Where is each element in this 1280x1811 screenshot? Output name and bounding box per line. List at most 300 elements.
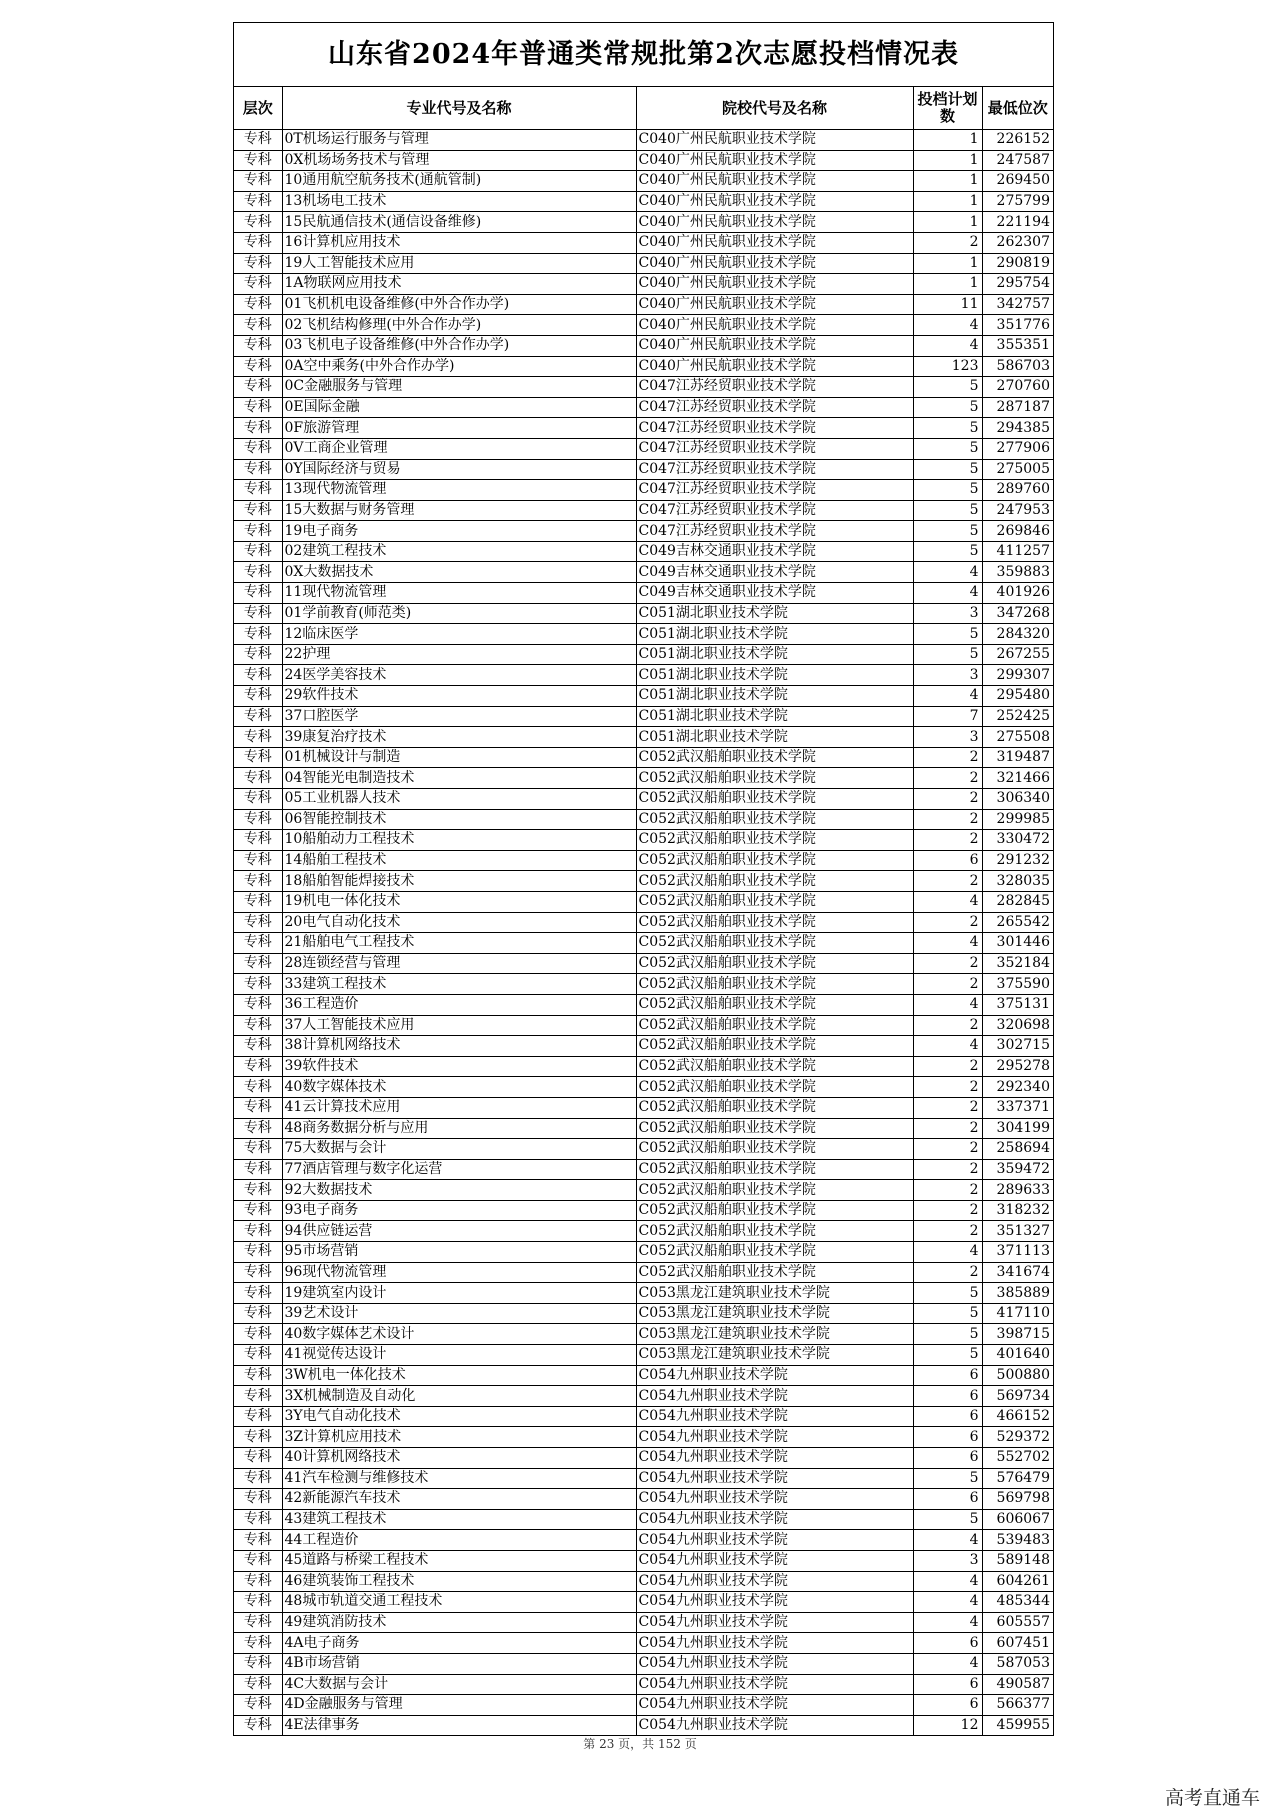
- cell-plan: 4: [913, 1242, 982, 1263]
- cell-level: 专科: [234, 1242, 282, 1263]
- cell-school: C051湖北职业技术学院: [636, 644, 913, 665]
- cell-plan: 2: [913, 1118, 982, 1139]
- cell-level: 专科: [234, 871, 282, 892]
- cell-school: C052武汉船舶职业技术学院: [636, 891, 913, 912]
- cell-plan: 5: [913, 1468, 982, 1489]
- cell-major: 0V工商企业管理: [282, 438, 636, 459]
- cell-rank: 275799: [982, 191, 1053, 212]
- cell-level: 专科: [234, 1345, 282, 1366]
- cell-rank: 270760: [982, 377, 1053, 398]
- cell-major: 96现代物流管理: [282, 1262, 636, 1283]
- header-rank: 最低位次: [982, 87, 1053, 130]
- cell-major: 19建筑室内设计: [282, 1283, 636, 1304]
- cell-major: 13机场电工技术: [282, 191, 636, 212]
- cell-rank: 485344: [982, 1592, 1053, 1613]
- cell-level: 专科: [234, 727, 282, 748]
- cell-plan: 12: [913, 1715, 982, 1735]
- admission-table-sheet: [233, 22, 1054, 1736]
- cell-major: 48城市轨道交通工程技术: [282, 1592, 636, 1613]
- cell-school: C040广州民航职业技术学院: [636, 274, 913, 295]
- table-row: [234, 1345, 1053, 1366]
- cell-school: C052武汉船舶职业技术学院: [636, 1242, 913, 1263]
- table-row: [234, 480, 1053, 501]
- table-row: [234, 171, 1053, 192]
- table-row: [234, 891, 1053, 912]
- table-row: [234, 1468, 1053, 1489]
- cell-level: 专科: [234, 1571, 282, 1592]
- cell-major: 46建筑装饰工程技术: [282, 1571, 636, 1592]
- cell-school: C047江苏经贸职业技术学院: [636, 480, 913, 501]
- cell-school: C054九州职业技术学院: [636, 1633, 913, 1654]
- cell-major: 0E国际金融: [282, 397, 636, 418]
- cell-level: 专科: [234, 850, 282, 871]
- cell-rank: 500880: [982, 1365, 1053, 1386]
- cell-major: 42新能源汽车技术: [282, 1489, 636, 1510]
- cell-major: 3Y电气自动化技术: [282, 1406, 636, 1427]
- cell-rank: 359883: [982, 562, 1053, 583]
- cell-level: 专科: [234, 1448, 282, 1469]
- cell-school: C053黑龙江建筑职业技术学院: [636, 1283, 913, 1304]
- table-row: [234, 1159, 1053, 1180]
- cell-level: 专科: [234, 521, 282, 542]
- cell-school: C054九州职业技术学院: [636, 1489, 913, 1510]
- cell-rank: 606067: [982, 1509, 1053, 1530]
- cell-major: 0X大数据技术: [282, 562, 636, 583]
- table-row: [234, 1221, 1053, 1242]
- cell-rank: 385889: [982, 1283, 1053, 1304]
- cell-plan: 1: [913, 253, 982, 274]
- table-row: [234, 562, 1053, 583]
- cell-level: 专科: [234, 1180, 282, 1201]
- cell-level: 专科: [234, 1633, 282, 1654]
- cell-plan: 5: [913, 1509, 982, 1530]
- cell-plan: 2: [913, 789, 982, 810]
- cell-major: 0F旅游管理: [282, 418, 636, 439]
- cell-level: 专科: [234, 1530, 282, 1551]
- cell-rank: 306340: [982, 789, 1053, 810]
- table-row: [234, 1262, 1053, 1283]
- cell-rank: 569734: [982, 1386, 1053, 1407]
- cell-plan: 2: [913, 747, 982, 768]
- cell-level: 专科: [234, 150, 282, 171]
- cell-plan: 2: [913, 1221, 982, 1242]
- cell-major: 49建筑消防技术: [282, 1612, 636, 1633]
- cell-plan: 2: [913, 871, 982, 892]
- cell-school: C054九州职业技术学院: [636, 1448, 913, 1469]
- cell-plan: 1: [913, 130, 982, 151]
- cell-school: C054九州职业技术学院: [636, 1612, 913, 1633]
- cell-rank: 221194: [982, 212, 1053, 233]
- cell-level: 专科: [234, 1592, 282, 1613]
- cell-plan: 2: [913, 953, 982, 974]
- table-row: [234, 1056, 1053, 1077]
- cell-major: 3W机电一体化技术: [282, 1365, 636, 1386]
- table-row: [234, 871, 1053, 892]
- table-row: [234, 1303, 1053, 1324]
- cell-rank: 352184: [982, 953, 1053, 974]
- cell-major: 39软件技术: [282, 1056, 636, 1077]
- cell-major: 41云计算技术应用: [282, 1097, 636, 1118]
- cell-plan: 4: [913, 335, 982, 356]
- cell-level: 专科: [234, 1427, 282, 1448]
- cell-rank: 265542: [982, 912, 1053, 933]
- cell-rank: 330472: [982, 830, 1053, 851]
- cell-school: C040广州民航职业技术学院: [636, 191, 913, 212]
- cell-plan: 4: [913, 891, 982, 912]
- cell-level: 专科: [234, 768, 282, 789]
- cell-rank: 605557: [982, 1612, 1053, 1633]
- cell-school: C054九州职业技术学院: [636, 1715, 913, 1735]
- cell-major: 10船舶动力工程技术: [282, 830, 636, 851]
- cell-school: C054九州职业技术学院: [636, 1530, 913, 1551]
- table-row: [234, 933, 1053, 954]
- table-row: [234, 686, 1053, 707]
- cell-level: 专科: [234, 315, 282, 336]
- cell-major: 20电气自动化技术: [282, 912, 636, 933]
- cell-level: 专科: [234, 1262, 282, 1283]
- cell-level: 专科: [234, 912, 282, 933]
- cell-major: 3Z计算机应用技术: [282, 1427, 636, 1448]
- cell-school: C040广州民航职业技术学院: [636, 335, 913, 356]
- table-row: [234, 274, 1053, 295]
- cell-major: 0A空中乘务(中外合作办学): [282, 356, 636, 377]
- cell-rank: 351327: [982, 1221, 1053, 1242]
- page-footer: 第 23 页，共 152 页: [583, 1737, 697, 1751]
- cell-plan: 2: [913, 830, 982, 851]
- cell-level: 专科: [234, 212, 282, 233]
- cell-major: 75大数据与会计: [282, 1139, 636, 1160]
- cell-plan: 2: [913, 1077, 982, 1098]
- cell-level: 专科: [234, 1056, 282, 1077]
- cell-school: C051湖北职业技术学院: [636, 603, 913, 624]
- cell-major: 40数字媒体艺术设计: [282, 1324, 636, 1345]
- cell-major: 48商务数据分析与应用: [282, 1118, 636, 1139]
- cell-school: C053黑龙江建筑职业技术学院: [636, 1345, 913, 1366]
- cell-level: 专科: [234, 1221, 282, 1242]
- table-row: [234, 727, 1053, 748]
- cell-rank: 295278: [982, 1056, 1053, 1077]
- cell-major: 24医学美容技术: [282, 665, 636, 686]
- table-row: [234, 1550, 1053, 1571]
- table-row: [234, 191, 1053, 212]
- cell-plan: 4: [913, 1653, 982, 1674]
- cell-plan: 3: [913, 665, 982, 686]
- cell-plan: 5: [913, 377, 982, 398]
- cell-major: 4D金融服务与管理: [282, 1695, 636, 1716]
- cell-school: C047江苏经贸职业技术学院: [636, 418, 913, 439]
- cell-plan: 5: [913, 480, 982, 501]
- cell-school: C054九州职业技术学院: [636, 1653, 913, 1674]
- cell-school: C047江苏经贸职业技术学院: [636, 459, 913, 480]
- cell-rank: 328035: [982, 871, 1053, 892]
- cell-level: 专科: [234, 789, 282, 810]
- cell-plan: 5: [913, 624, 982, 645]
- cell-level: 专科: [234, 191, 282, 212]
- cell-major: 41汽车检测与维修技术: [282, 1468, 636, 1489]
- cell-plan: 6: [913, 1633, 982, 1654]
- table-row: [234, 665, 1053, 686]
- cell-plan: 4: [913, 1612, 982, 1633]
- cell-school: C053黑龙江建筑职业技术学院: [636, 1324, 913, 1345]
- cell-school: C040广州民航职业技术学院: [636, 315, 913, 336]
- cell-level: 专科: [234, 232, 282, 253]
- cell-major: 36工程造价: [282, 994, 636, 1015]
- table-row: [234, 232, 1053, 253]
- cell-rank: 289760: [982, 480, 1053, 501]
- table-row: [234, 1200, 1053, 1221]
- cell-school: C040广州民航职业技术学院: [636, 232, 913, 253]
- cell-school: C051湖北职业技术学院: [636, 665, 913, 686]
- page-title: 山东省2024年普通类常规批第2次志愿投档情况表: [234, 23, 1053, 87]
- table-row: [234, 1530, 1053, 1551]
- cell-school: C054九州职业技术学院: [636, 1406, 913, 1427]
- cell-rank: 269450: [982, 171, 1053, 192]
- cell-school: C054九州职业技术学院: [636, 1468, 913, 1489]
- cell-major: 28连锁经营与管理: [282, 953, 636, 974]
- cell-school: C052武汉船舶职业技术学院: [636, 747, 913, 768]
- cell-plan: 6: [913, 1695, 982, 1716]
- cell-rank: 466152: [982, 1406, 1053, 1427]
- cell-school: C052武汉船舶职业技术学院: [636, 1221, 913, 1242]
- cell-major: 10通用航空航务技术(通航管制): [282, 171, 636, 192]
- table-row: [234, 1592, 1053, 1613]
- cell-plan: 2: [913, 1015, 982, 1036]
- cell-school: C051湖北职业技术学院: [636, 727, 913, 748]
- cell-school: C047江苏经贸职业技术学院: [636, 521, 913, 542]
- cell-level: 专科: [234, 1468, 282, 1489]
- cell-level: 专科: [234, 809, 282, 830]
- cell-level: 专科: [234, 459, 282, 480]
- cell-plan: 4: [913, 1571, 982, 1592]
- cell-school: C047江苏经贸职业技术学院: [636, 500, 913, 521]
- cell-level: 专科: [234, 1200, 282, 1221]
- cell-school: C040广州民航职业技术学院: [636, 130, 913, 151]
- cell-plan: 2: [913, 1159, 982, 1180]
- cell-major: 02飞机结构修理(中外合作办学): [282, 315, 636, 336]
- cell-rank: 490587: [982, 1674, 1053, 1695]
- table-row: [234, 212, 1053, 233]
- cell-rank: 294385: [982, 418, 1053, 439]
- cell-major: 77酒店管理与数字化运营: [282, 1159, 636, 1180]
- table-row: [234, 1097, 1053, 1118]
- cell-plan: 5: [913, 521, 982, 542]
- table-row: [234, 1509, 1053, 1530]
- cell-level: 专科: [234, 1550, 282, 1571]
- cell-major: 12临床医学: [282, 624, 636, 645]
- cell-school: C052武汉船舶职业技术学院: [636, 1015, 913, 1036]
- table-row: [234, 1715, 1053, 1735]
- cell-level: 专科: [234, 335, 282, 356]
- cell-rank: 586703: [982, 356, 1053, 377]
- cell-level: 专科: [234, 1674, 282, 1695]
- cell-school: C051湖北职业技术学院: [636, 686, 913, 707]
- cell-school: C052武汉船舶职业技术学院: [636, 994, 913, 1015]
- cell-major: 15民航通信技术(通信设备维修): [282, 212, 636, 233]
- cell-major: 94供应链运营: [282, 1221, 636, 1242]
- cell-plan: 5: [913, 1283, 982, 1304]
- cell-level: 专科: [234, 1097, 282, 1118]
- cell-plan: 5: [913, 541, 982, 562]
- cell-major: 4C大数据与会计: [282, 1674, 636, 1695]
- cell-plan: 2: [913, 1200, 982, 1221]
- cell-rank: 552702: [982, 1448, 1053, 1469]
- table-row: [234, 253, 1053, 274]
- cell-plan: 4: [913, 1592, 982, 1613]
- cell-school: C052武汉船舶职业技术学院: [636, 768, 913, 789]
- cell-major: 0C金融服务与管理: [282, 377, 636, 398]
- cell-major: 03飞机电子设备维修(中外合作办学): [282, 335, 636, 356]
- cell-plan: 1: [913, 191, 982, 212]
- table-row: [234, 541, 1053, 562]
- cell-major: 45道路与桥梁工程技术: [282, 1550, 636, 1571]
- cell-rank: 320698: [982, 1015, 1053, 1036]
- cell-school: C052武汉船舶职业技术学院: [636, 1262, 913, 1283]
- cell-level: 专科: [234, 830, 282, 851]
- cell-school: C052武汉船舶职业技术学院: [636, 809, 913, 830]
- cell-plan: 4: [913, 562, 982, 583]
- cell-plan: 7: [913, 706, 982, 727]
- table-row: [234, 1283, 1053, 1304]
- table-row: [234, 974, 1053, 995]
- cell-school: C049吉林交通职业技术学院: [636, 583, 913, 604]
- cell-rank: 411257: [982, 541, 1053, 562]
- cell-plan: 6: [913, 850, 982, 871]
- table-row: [234, 377, 1053, 398]
- cell-major: 0Y国际经济与贸易: [282, 459, 636, 480]
- cell-plan: 2: [913, 912, 982, 933]
- cell-rank: 319487: [982, 747, 1053, 768]
- cell-school: C052武汉船舶职业技术学院: [636, 789, 913, 810]
- cell-school: C052武汉船舶职业技术学院: [636, 1139, 913, 1160]
- table-row: [234, 706, 1053, 727]
- cell-level: 专科: [234, 1653, 282, 1674]
- cell-rank: 351776: [982, 315, 1053, 336]
- cell-school: C054九州职业技术学院: [636, 1674, 913, 1695]
- cell-rank: 417110: [982, 1303, 1053, 1324]
- cell-rank: 321466: [982, 768, 1053, 789]
- cell-level: 专科: [234, 480, 282, 501]
- cell-plan: 6: [913, 1365, 982, 1386]
- cell-school: C052武汉船舶职业技术学院: [636, 933, 913, 954]
- cell-major: 01机械设计与制造: [282, 747, 636, 768]
- cell-rank: 247953: [982, 500, 1053, 521]
- cell-school: C054九州职业技术学院: [636, 1365, 913, 1386]
- cell-rank: 267255: [982, 644, 1053, 665]
- cell-school: C049吉林交通职业技术学院: [636, 541, 913, 562]
- cell-major: 4B市场营销: [282, 1653, 636, 1674]
- cell-rank: 587053: [982, 1653, 1053, 1674]
- table-row: [234, 315, 1053, 336]
- table-row: [234, 747, 1053, 768]
- cell-school: C047江苏经贸职业技术学院: [636, 438, 913, 459]
- table-row: [234, 130, 1053, 151]
- cell-school: C052武汉船舶职业技术学院: [636, 850, 913, 871]
- cell-level: 专科: [234, 562, 282, 583]
- cell-rank: 252425: [982, 706, 1053, 727]
- cell-school: C040广州民航职业技术学院: [636, 253, 913, 274]
- cell-plan: 2: [913, 974, 982, 995]
- cell-rank: 355351: [982, 335, 1053, 356]
- cell-major: 93电子商务: [282, 1200, 636, 1221]
- cell-level: 专科: [234, 583, 282, 604]
- cell-plan: 11: [913, 294, 982, 315]
- cell-school: C052武汉船舶职业技术学院: [636, 1077, 913, 1098]
- cell-school: C054九州职业技术学院: [636, 1592, 913, 1613]
- cell-major: 22护理: [282, 644, 636, 665]
- table-row: [234, 644, 1053, 665]
- cell-school: C054九州职业技术学院: [636, 1695, 913, 1716]
- cell-rank: 607451: [982, 1633, 1053, 1654]
- cell-major: 4A电子商务: [282, 1633, 636, 1654]
- cell-level: 专科: [234, 1489, 282, 1510]
- cell-level: 专科: [234, 541, 282, 562]
- cell-plan: 2: [913, 1139, 982, 1160]
- cell-level: 专科: [234, 706, 282, 727]
- header-level: 层次: [234, 87, 282, 130]
- cell-rank: 304199: [982, 1118, 1053, 1139]
- cell-plan: 5: [913, 418, 982, 439]
- table-row: [234, 1448, 1053, 1469]
- table-header-row: [234, 87, 1053, 130]
- cell-rank: 302715: [982, 1036, 1053, 1057]
- table-row: [234, 1015, 1053, 1036]
- watermark-text: 高考直通车: [1164, 1787, 1260, 1809]
- cell-major: 19电子商务: [282, 521, 636, 542]
- cell-major: 29软件技术: [282, 686, 636, 707]
- cell-school: C052武汉船舶职业技术学院: [636, 1097, 913, 1118]
- cell-plan: 5: [913, 438, 982, 459]
- table-row: [234, 521, 1053, 542]
- cell-school: C052武汉船舶职业技术学院: [636, 953, 913, 974]
- cell-school: C052武汉船舶职业技术学院: [636, 1036, 913, 1057]
- cell-major: 19机电一体化技术: [282, 891, 636, 912]
- cell-major: 14船舶工程技术: [282, 850, 636, 871]
- cell-plan: 2: [913, 1056, 982, 1077]
- cell-level: 专科: [234, 1303, 282, 1324]
- cell-rank: 284320: [982, 624, 1053, 645]
- table-row: [234, 500, 1053, 521]
- cell-school: C052武汉船舶职业技术学院: [636, 974, 913, 995]
- cell-major: 40计算机网络技术: [282, 1448, 636, 1469]
- admission-table: [234, 87, 1053, 1735]
- table-row: [234, 583, 1053, 604]
- cell-school: C052武汉船舶职业技术学院: [636, 1118, 913, 1139]
- cell-rank: 318232: [982, 1200, 1053, 1221]
- cell-rank: 401640: [982, 1345, 1053, 1366]
- cell-major: 0X机场场务技术与管理: [282, 150, 636, 171]
- table-row: [234, 438, 1053, 459]
- table-row: [234, 335, 1053, 356]
- cell-plan: 2: [913, 1097, 982, 1118]
- cell-rank: 375590: [982, 974, 1053, 995]
- table-row: [234, 397, 1053, 418]
- cell-plan: 6: [913, 1427, 982, 1448]
- table-row: [234, 150, 1053, 171]
- table-row: [234, 1139, 1053, 1160]
- cell-school: C054九州职业技术学院: [636, 1550, 913, 1571]
- cell-rank: 258694: [982, 1139, 1053, 1160]
- cell-level: 专科: [234, 1159, 282, 1180]
- table-row: [234, 994, 1053, 1015]
- cell-level: 专科: [234, 1509, 282, 1530]
- cell-major: 11现代物流管理: [282, 583, 636, 604]
- cell-rank: 299307: [982, 665, 1053, 686]
- cell-plan: 1: [913, 150, 982, 171]
- cell-school: C054九州职业技术学院: [636, 1509, 913, 1530]
- table-row: [234, 809, 1053, 830]
- cell-rank: 347268: [982, 603, 1053, 624]
- cell-rank: 277906: [982, 438, 1053, 459]
